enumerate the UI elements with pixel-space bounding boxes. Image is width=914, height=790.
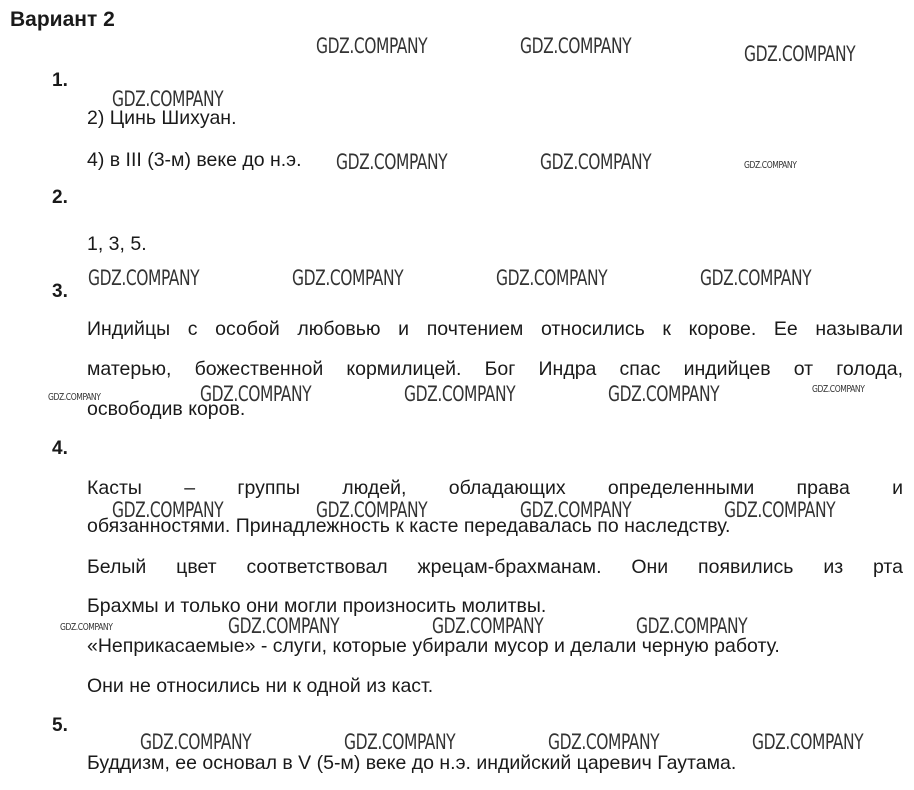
q4-line-2: обязанностями. Принадлежность к касте передавалась по наследству. [87, 515, 731, 537]
q4-line-4: Брахмы и только они могли произносить молитвы. [87, 595, 547, 617]
watermark: GDZ.COMPANY [292, 266, 404, 290]
q1-answer-2: 4) в III (3-м) веке до н.э. [87, 149, 302, 171]
question-2-number: 2. [52, 187, 68, 208]
watermark: GDZ.COMPANY [432, 614, 544, 638]
watermark: GDZ.COMPANY [228, 614, 340, 638]
watermark: GDZ.COMPANY [316, 498, 428, 522]
question-4-number: 4. [52, 438, 68, 459]
q3-line-1: Индийцы с особой любовью и почтением относились к корове. Ее называли [87, 318, 903, 340]
watermark: GDZ.COMPANY [88, 266, 200, 290]
watermark: GDZ.COMPANY [200, 382, 312, 406]
watermark: GDZ.COMPANY [744, 42, 856, 66]
watermark: GDZ.COMPANY [812, 384, 865, 395]
q3-line-2: матерью, божественной кормилицей. Бог Индра спас индийцев от голода, [87, 358, 903, 380]
watermark: GDZ.COMPANY [548, 730, 660, 754]
q1-answer-1: 2) Цинь Шихуан. [87, 107, 237, 129]
question-1-number: 1. [52, 70, 68, 91]
watermark: GDZ.COMPANY [404, 382, 516, 406]
watermark: GDZ.COMPANY [316, 34, 428, 58]
watermark: GDZ.COMPANY [540, 150, 652, 174]
watermark: GDZ.COMPANY [140, 730, 252, 754]
watermark: GDZ.COMPANY [60, 622, 113, 633]
q4-line-6: Они не относились ни к одной из каст. [87, 675, 434, 697]
watermark: GDZ.COMPANY [700, 266, 812, 290]
watermark: GDZ.COMPANY [520, 498, 632, 522]
watermark: GDZ.COMPANY [520, 34, 632, 58]
q4-line-5: «Неприкасаемые» - слуги, которые убирали мусор и делали черную работу. [87, 635, 780, 657]
q2-answer: 1, 3, 5. [87, 233, 147, 255]
q4-line-1: Касты – группы людей, обладающих определенными права и [87, 477, 903, 499]
watermark: GDZ.COMPANY [724, 498, 836, 522]
q4-line-3: Белый цвет соответствовал жрецам-брахманам. Они появились из рта [87, 556, 903, 578]
watermark: GDZ.COMPANY [344, 730, 456, 754]
watermark: GDZ.COMPANY [744, 160, 797, 171]
question-5-number: 5. [52, 715, 68, 736]
q5-line-1: Буддизм, ее основал в V (5-м) веке до н.э. индийский царевич Гаутама. [87, 752, 737, 774]
question-3-number: 3. [52, 281, 68, 302]
watermark: GDZ.COMPANY [496, 266, 608, 290]
watermark: GDZ.COMPANY [636, 614, 748, 638]
watermark: GDZ.COMPANY [336, 150, 448, 174]
watermark: GDZ.COMPANY [112, 498, 224, 522]
q3-line-3: освободив коров. [87, 398, 246, 420]
watermark: GDZ.COMPANY [608, 382, 720, 406]
watermark: GDZ.COMPANY [752, 730, 864, 754]
watermark: GDZ.COMPANY [112, 87, 224, 111]
watermark: GDZ.COMPANY [48, 392, 101, 403]
page-title: Вариант 2 [10, 8, 115, 31]
